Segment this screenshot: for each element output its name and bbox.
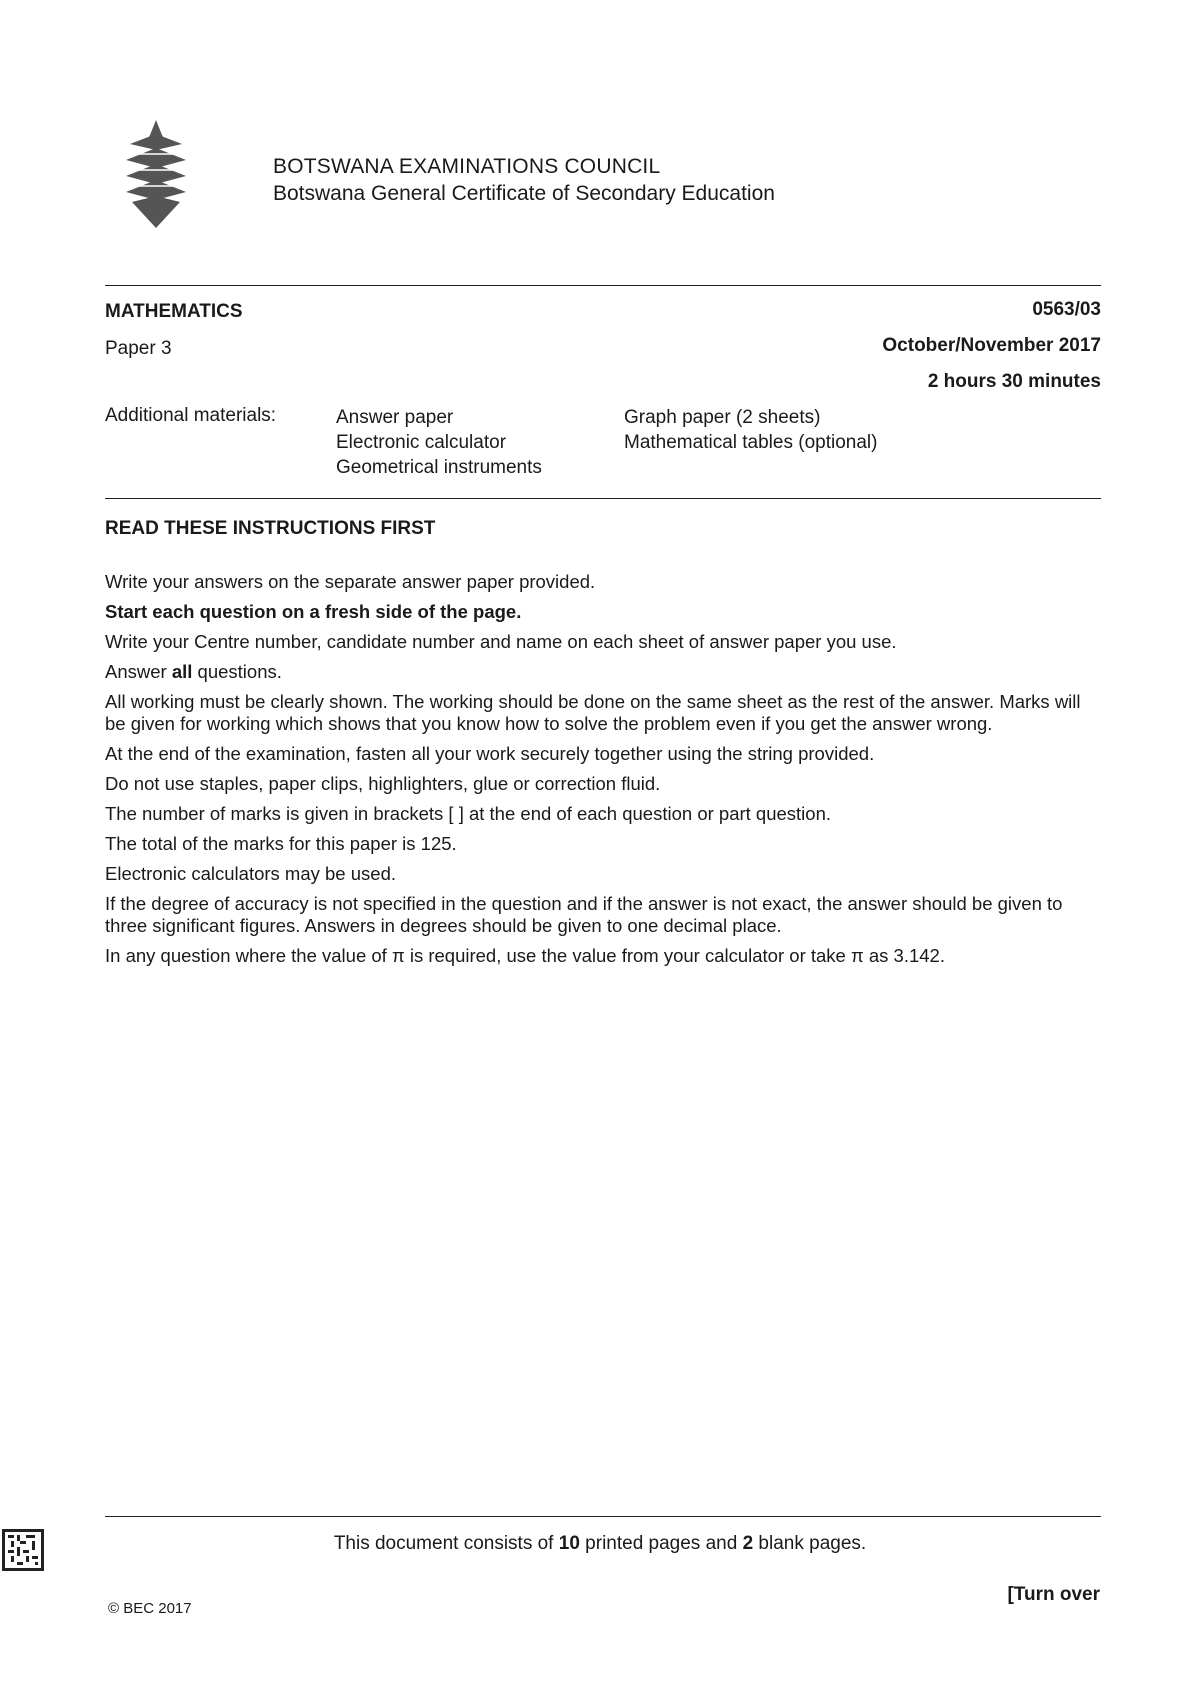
instructions-list xyxy=(105,571,1100,975)
printed-page-count: 10 xyxy=(558,1533,580,1554)
certificate-name: Botswana General Certificate of Secondary Education xyxy=(273,182,775,205)
material-item: Answer paper xyxy=(336,407,454,428)
page-count-text: printed pages and xyxy=(579,1533,743,1554)
materials-column-1 xyxy=(336,405,542,480)
material-item: Mathematical tables (optional) xyxy=(624,432,878,453)
instruction-item: At the end of the examination, fasten all your work securely together using the string provided. xyxy=(105,743,875,764)
instructions-heading: READ THESE INSTRUCTIONS FIRST xyxy=(105,518,436,539)
copyright-notice: © BEC 2017 xyxy=(108,1600,192,1617)
instruction-item: In any question where the value of π is required, use the value from your calculator or take π as 3.142. xyxy=(105,945,945,966)
instruction-item: Do not use staples, paper clips, highlighters, glue or correction fluid. xyxy=(105,773,661,794)
material-item: Electronic calculator xyxy=(336,432,507,453)
instruction-item: Answer all questions. xyxy=(105,661,282,682)
instruction-item: If the degree of accuracy is not specified in the question and if the answer is not exact, the answer should be given to three significant figures. Answers in degrees should be given to one decimal place. xyxy=(105,893,1063,936)
materials-column-2 xyxy=(624,405,877,455)
material-item: Geometrical instruments xyxy=(336,457,542,478)
subject-title: MATHEMATICS xyxy=(105,301,243,322)
page-count-text: blank pages. xyxy=(753,1533,867,1554)
instruction-item: Write your answers on the separate answer paper provided. xyxy=(105,571,596,592)
instruction-item: All working must be clearly shown. The working should be done on the same sheet as the rest of the answer. Marks will be given for working which shows that you know how to solve the problem even if you get the answer wrong. xyxy=(105,691,1081,734)
instruction-item: The number of marks is given in brackets [ ] at the end of each question or part question. xyxy=(105,803,832,824)
paper-number: Paper 3 xyxy=(105,338,172,359)
exam-session: October/November 2017 xyxy=(882,335,1101,356)
bottom-divider xyxy=(105,1516,1101,1517)
page-count-note xyxy=(0,1533,1200,1555)
top-divider xyxy=(105,285,1101,286)
materials-label: Additional materials: xyxy=(105,405,277,426)
material-item: Graph paper (2 sheets) xyxy=(624,407,821,428)
instruction-item: Write your Centre number, candidate number and name on each sheet of answer paper you use. xyxy=(105,631,897,652)
organisation-name: BOTSWANA EXAMINATIONS COUNCIL xyxy=(273,155,661,178)
instruction-item: Electronic calculators may be used. xyxy=(105,863,396,884)
middle-divider xyxy=(105,498,1101,499)
paper-code: 0563/03 xyxy=(1032,299,1101,320)
instruction-item: The total of the marks for this paper is 125. xyxy=(105,833,457,854)
turn-over-label: [Turn over xyxy=(1007,1584,1100,1605)
qr-code-icon xyxy=(2,1529,44,1571)
blank-page-count: 2 xyxy=(742,1533,754,1554)
instruction-item: Start each question on a fresh side of the page. xyxy=(105,601,522,622)
bec-logo-icon xyxy=(120,118,192,230)
exam-duration: 2 hours 30 minutes xyxy=(927,371,1101,392)
page-count-text: This document consists of xyxy=(333,1533,559,1554)
